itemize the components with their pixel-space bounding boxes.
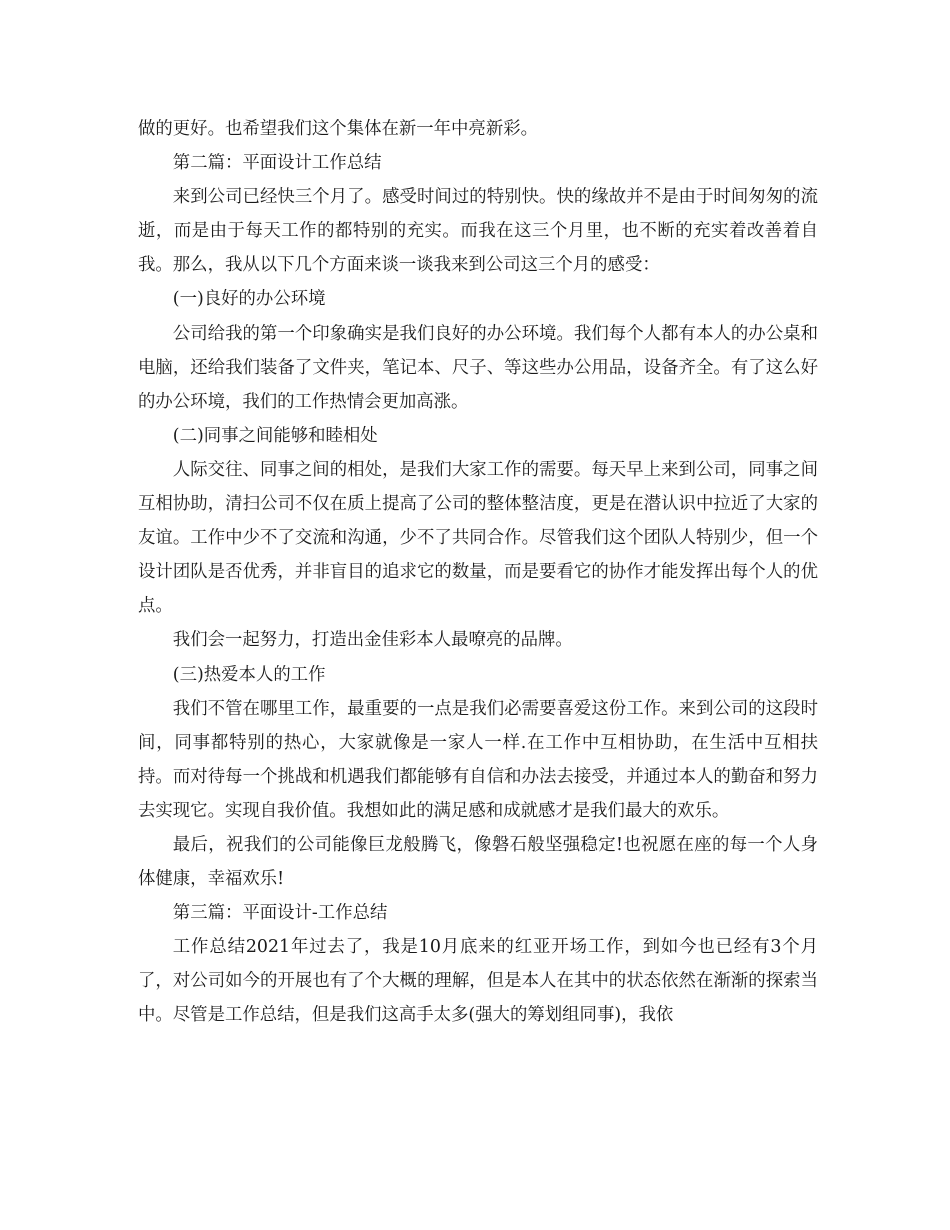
subheading-3: (三)热爱本人的工作 xyxy=(172,664,326,685)
subheading-1: (一)良好的办公环境 xyxy=(172,289,326,310)
paragraph: 我们会一起努力，打造出金佳彩本人最嘹亮的品牌。 xyxy=(172,630,573,651)
paragraph-continuation: 做的更好。也希望我们这个集体在新一年中亮新彩。 xyxy=(138,119,538,139)
paragraph: 来到公司已经快三个月了。感受时间过的特别快。快的缘故并不是由于时间匆匆的流逝，而是由于每天工作的都特别的充实。而我在这三个月里，也不断的充实着改善着自我。那么，我从以下几个方面来谈一谈我来到公司这三个月的感受： xyxy=(138,187,818,276)
section-heading-2: 第二篇：平面设计工作总结 xyxy=(172,153,382,174)
paragraph: 工作总结2021年过去了，我是10月底来的红亚开场工作，到如今也已经有3个月了，对公司如今的开展也有了个大概的理解，但是本人在其中的状态依然在渐渐的探索当中。尽管是工作总结，但是我们这高手太多(强大的筹划组同事)，我依 xyxy=(138,937,818,1026)
subheading-2: (二)同事之间能够和睦相处 xyxy=(172,425,378,446)
section-heading-3: 第三篇：平面设计-工作总结 xyxy=(172,903,388,924)
paragraph: 公司给我的第一个印象确实是我们良好的办公环境。我们每个人都有本人的办公桌和电脑，还给我们装备了文件夹，笔记本、尺子、等这些办公用品，设备齐全。有了这么好的办公环境，我们的工作热情会更加高涨。 xyxy=(138,323,818,412)
paragraph: 人际交往、同事之间的相处，是我们大家工作的需要。每天早上来到公司，同事之间互相协助，清扫公司不仅在质上提高了公司的整体整洁度，更是在潜认识中拉近了大家的友谊。工作中少不了交流和沟通，少不了共同合作。尽管我们这个团队人特别少，但一个设计团队是否优秀，并非盲目的追求它的数量，而是要看它的协作才能发挥出每个人的优点。 xyxy=(138,459,818,617)
paragraph: 最后，祝我们的公司能像巨龙般腾飞，像磐石般坚强稳定!也祝愿在座的每一个人身体健康，幸福欢乐! xyxy=(138,834,818,890)
document-body xyxy=(138,112,818,1033)
paragraph: 我们不管在哪里工作，最重要的一点是我们必需要喜爱这份工作。来到公司的这段时间，同事都特别的热心，大家就像是一家人一样.在工作中互相协助，在生活中互相扶持。而对待每一个挑战和机遇我们都能够有自信和办法去接受，并通过本人的勤奋和努力去实现它。实现自我价值。我想如此的满足感和成就感才是我们最大的欢乐。 xyxy=(138,698,818,821)
